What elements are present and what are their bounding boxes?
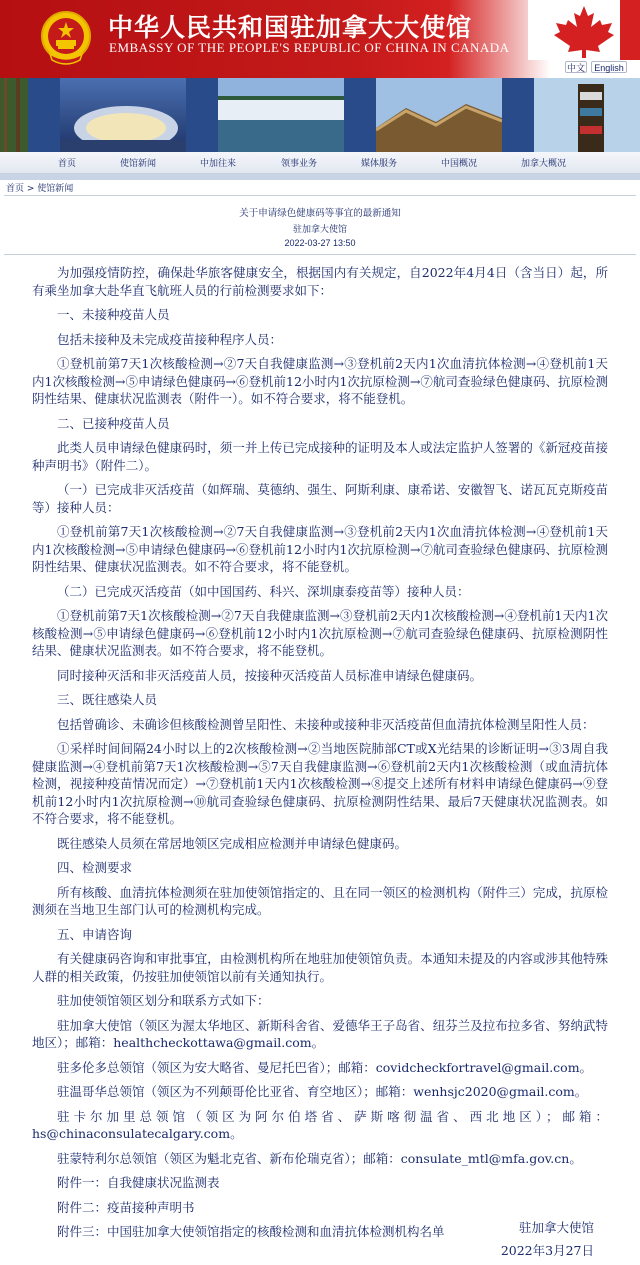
forest-photo xyxy=(0,78,28,152)
canada-flag-icon xyxy=(528,0,640,60)
site-header xyxy=(0,0,640,78)
article-paragraph: 三、既往感染人员 xyxy=(57,692,158,707)
article-paragraph: 驻加使领馆领区划分和联系方式如下： xyxy=(57,993,270,1008)
national-emblem-icon xyxy=(40,8,92,66)
article-paragraph: 为加强疫情防控，确保赴华旅客健康安全，根据国内有关规定，自2022年4月4日（含当日）起，所有乘坐加拿大赴华直飞航班人员的行前检测要求如下： xyxy=(32,265,608,298)
lang-english-button[interactable]: English xyxy=(591,61,627,73)
site-title-en: EMBASSY OF THE PEOPLE'S REPUBLIC OF CHINA IN CANADA xyxy=(109,40,510,55)
article-paragraph: 驻卡尔加里总领馆（领区为阿尔伯塔省、萨斯喀彻温省、西北地区）；邮箱：hs@chinaconsulatecalgary.com。 xyxy=(32,1108,608,1141)
article-paragraph: 此类人员申请绿色健康码时，须一并上传已完成接种的证明及本人或法定监护人签署的《新冠疫苗接种声明书》（附件二）。 xyxy=(32,440,608,473)
article-paragraph: 四、检测要求 xyxy=(57,860,133,875)
nav-item-canada[interactable]: 加拿大概况 xyxy=(521,159,567,169)
article-paragraph: 二、已接种疫苗人员 xyxy=(57,415,170,431)
article-paragraph: 驻多伦多总领馆（领区为安大略省、曼尼托巴省）；邮箱：covidcheckfortravel@gmail.com。 xyxy=(57,1059,593,1075)
signature-date: 2022年3月27日 xyxy=(500,1243,594,1258)
nav-item-consular[interactable]: 领事业务 xyxy=(281,159,318,169)
breadcrumb-divider xyxy=(4,195,636,196)
nav-item-news[interactable]: 使馆新闻 xyxy=(120,159,157,169)
article-paragraph: 一、未接种疫苗人员 xyxy=(57,307,170,322)
article-source: 驻加拿大使馆 xyxy=(292,225,347,235)
article-paragraph: 附件二：疫苗接种声明书 xyxy=(57,1199,195,1215)
article-paragraph: 附件三：中国驻加拿大使领馆指定的核酸检测和血清抗体检测机构名单 xyxy=(57,1224,445,1239)
lang-chinese-button[interactable]: 中文 xyxy=(566,63,585,73)
article-paragraph: 既往感染人员须在常居地领区完成相应检测并申请绿色健康码。 xyxy=(57,835,408,851)
article-paragraph: 附件一：自我健康状况监测表 xyxy=(57,1175,220,1190)
nav-item-media[interactable]: 媒体服务 xyxy=(361,159,398,169)
article-title: 关于申请绿色健康码等事宜的最新通知 xyxy=(239,208,401,219)
article-paragraph: 包括曾确诊、未确诊但核酸检测曾呈阳性、未接种或接种非灭活疫苗但血清抗体检测呈阳性人员： xyxy=(57,716,595,732)
article-paragraph: 同时接种灭活和非灭活疫苗人员，按接种灭活疫苗人员标准申请绿色健康码。 xyxy=(57,667,483,683)
site-title-cn: 中华人民共和国驻加拿大大使馆 xyxy=(108,13,473,42)
article-paragraph: 驻加拿大使馆（领区为渥太华地区、新斯科舍省、爱德华王子岛省、纽芬兰及拉布拉多省、努纳武特地区）；邮箱：healthcheckottawa@gmail.com。 xyxy=(32,1017,608,1050)
main-nav xyxy=(0,152,640,174)
photo-banner xyxy=(0,78,640,152)
article-paragraph: 所有核酸、血清抗体检测须在驻加使领馆指定的、且在同一领区的检测机构（附件三）完成，抗原检测须在当地卫生部门认可的检测机构完成。 xyxy=(32,884,608,917)
nav-divider xyxy=(0,174,640,180)
theater-photo xyxy=(60,78,186,152)
article-paragraph: （一）已完成非灭活疫苗（如辉瑞、莫德纳、强生、阿斯利康、康希诺、安徽智飞、诺瓦瓦克斯疫苗等）接种人员： xyxy=(32,482,608,515)
article-divider xyxy=(4,254,636,255)
article-body xyxy=(32,264,608,1248)
nav-item-relations[interactable]: 中加往来 xyxy=(200,159,237,169)
signature: 驻加拿大使馆 xyxy=(518,1220,594,1235)
article-paragraph: （二）已完成灭活疫苗（如中国国药、科兴、深圳康泰疫苗等）接种人员： xyxy=(57,583,470,599)
article-paragraph: 包括未接种及未完成疫苗接种程序人员： xyxy=(57,331,283,347)
breadcrumb[interactable]: 首页 > 使馆新闻 xyxy=(6,184,74,194)
article-paragraph: 驻蒙特利尔总领馆（领区为魁北克省、新布伦瑞克省）；邮箱：consulate_mtl@mfa.gov.cn。 xyxy=(57,1150,582,1166)
totem-photo xyxy=(534,78,640,152)
article-paragraph: 五、申请咨询 xyxy=(57,926,133,942)
article-paragraph: ①采样时间间隔24小时以上的2次核酸检测→②当地医院肺部CT或X光结果的诊断证明→③3周自我健康监测→④登机前第7天1次核酸检测→⑤7天自我健康监测→⑥登机前2天内1次核酸检测（或血清抗体检测，视接种疫苗情况而定）→⑦登机前1天内1次核酸检测→⑧提交上述所有材料申请绿色健康码→⑨登机前12小时内1次抗原检测→⑩航司查验绿色健康码、抗原检测阴性结果、最后7天健康状况监测表。如不符合要求，将不能登机。 xyxy=(32,741,608,826)
great-wall-photo xyxy=(376,78,502,152)
article-paragraph: ①登机前第7天1次核酸检测→②7天自我健康监测→③登机前2天内1次血清抗体检测→④登机前1天内1次核酸检测→⑤申请绿色健康码→⑥登机前12小时内1次抗原检测→⑦航司查验绿色健康码、抗原检测阴性结果、健康状况监测表（附件一）。如不符合要求，将不能登机。 xyxy=(32,356,608,406)
article-paragraph: 有关健康码咨询和审批事宜，由检测机构所在地驻加使领馆负责。本通知未提及的内容或涉其他特殊人群的相关政策，仍按驻加使领馆以前有关通知执行。 xyxy=(32,951,608,984)
article-paragraph: 驻温哥华总领馆（领区为不列颠哥伦比亚省、育空地区）；邮箱：wenhsjc2020@gmail.com。 xyxy=(57,1084,588,1099)
article-paragraph: ①登机前第7天1次核酸检测→②7天自我健康监测→③登机前2天内1次血清抗体检测→④登机前1天内1次核酸检测→⑤申请绿色健康码→⑥登机前12小时内1次抗原检测→⑦航司查验绿色健康码、抗原检测阴性结果、健康状况监测表。如不符合要求，将不能登机。 xyxy=(32,524,608,574)
article-paragraph: ①登机前第7天1次核酸检测→②7天自我健康监测→③登机前2天内1次核酸检测→④登机前1天内1次核酸检测→⑤申请绿色健康码→⑥登机前12小时内1次抗原检测→⑦航司查验绿色健康码、抗原检测阴性结果、健康状况监测表。如不符合要求，将不能登机。 xyxy=(32,608,608,658)
nav-item-home[interactable]: 首页 xyxy=(58,159,77,169)
nav-item-china[interactable]: 中国概况 xyxy=(441,159,478,169)
waterfall-photo xyxy=(218,78,344,152)
article-date: 2022-03-27 13:50 xyxy=(284,238,356,248)
